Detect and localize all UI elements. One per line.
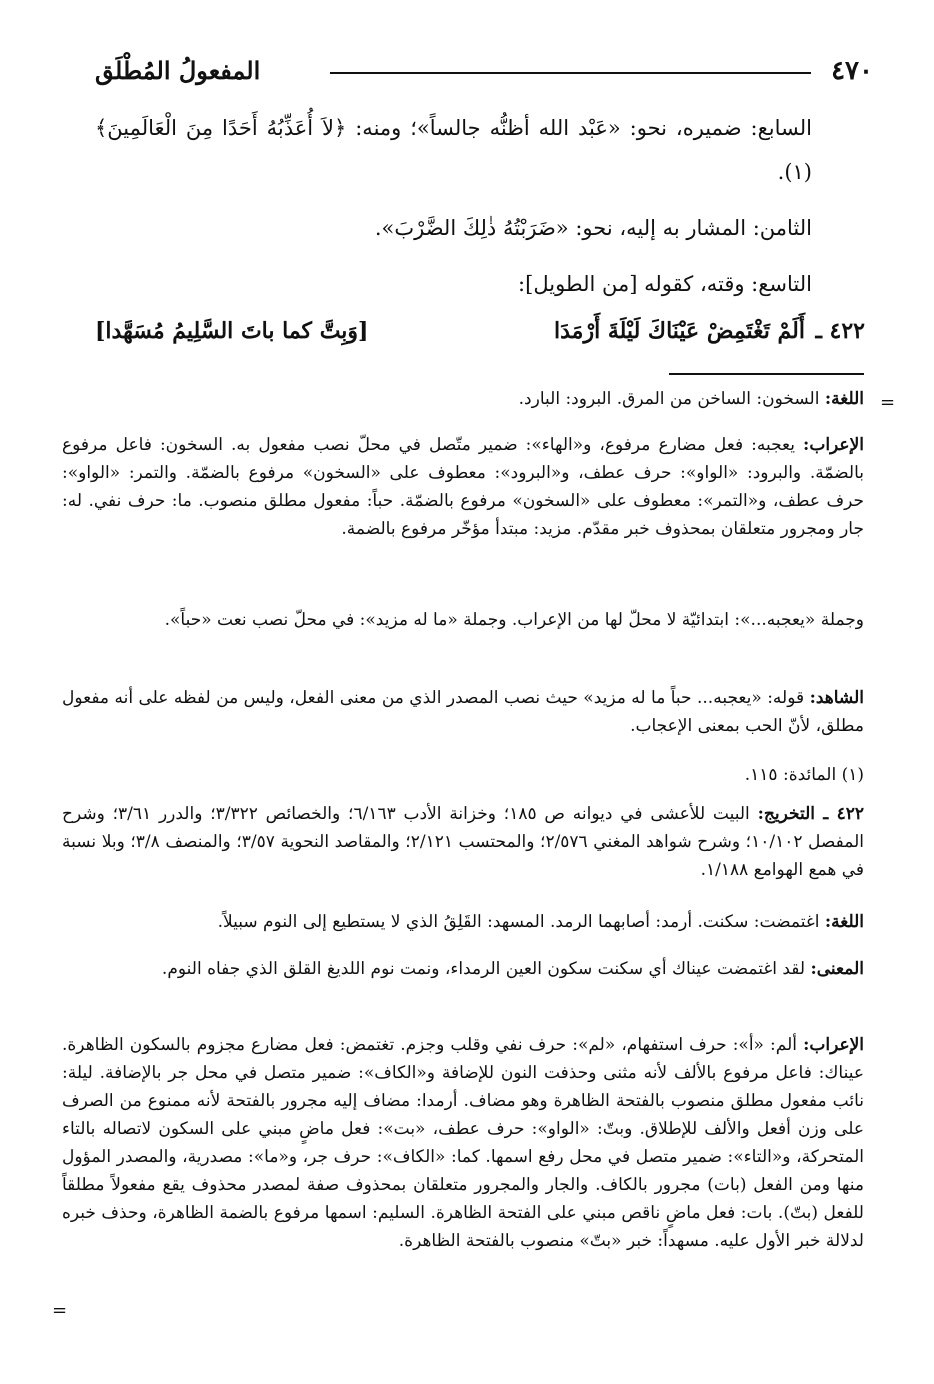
note-text: السخون: الساخن من المرق. البرود: البارد. — [518, 389, 820, 409]
note-evidence — [62, 684, 864, 740]
note-sentences — [62, 606, 864, 634]
note-label: الإعراب: — [803, 1035, 865, 1055]
verse-first-hemistich: أَلَمْ تَغْتَمِضْ عَيْنَاكَ لَيْلَةَ أَرْمَدَا — [554, 318, 805, 344]
note-label: الشاهد: — [809, 688, 865, 708]
verse-number: ٤٢٢ ـ — [815, 318, 865, 344]
note-text: لقد اغتمضت عيناك أي سكنت سكون العين الرمداء، ونمت نوم اللديغ القلق الذي جفاه النوم. — [161, 959, 806, 979]
margin-mark: = — [52, 1300, 68, 1321]
poetry-verse — [95, 318, 865, 364]
note-text: البيت للأعشى في ديوانه ص ١٨٥؛ وخزانة الأدب ٦/١٦٣؛ والخصائص ٣/٣٢٢؛ والدرر ٣/٦١؛ وشرح المفصل ١٠/١٠٢؛ وشرح شواهد المغني ٢/٥٧٦؛ والمحتسب ٢/١٢١؛ والمقاصد النحوية ٣/٥٧؛ والمنصف ٣/٨؛ وبلا نسبة في همع الهوامع ١/١٨٨. — [62, 804, 864, 880]
note-text: (١) المائدة: ١١٥. — [744, 765, 864, 785]
note-label: اللغة: — [824, 912, 864, 932]
note-vocabulary — [62, 908, 864, 936]
note-text: وجملة «يعجبه...»: ابتدائيّة لا محلّ لها من الإعراب. وجملة «ما له مزيد»: في محلّ نصب نعت «حباً». — [164, 610, 864, 630]
note-parsing — [62, 431, 864, 543]
note-label: ٤٢٢ ـ التخريج: — [757, 804, 864, 824]
note-text: ألم: «أ»: حرف استفهام، «لم»: حرف نفي وقلب وجزم. تغتمض: فعل مضارع مجزوم بالسكون الظاهرة. عيناك: فاعل مرفوع بالألف لأنه مثنى وحذفت النون للإضافة و«الكاف»: ضمير متصل في محل جر بالإضافة. ليلة: نائب مفعول مطلق منصوب بالفتحة الظاهرة وهو مضاف. أرمدا: مضاف إليه مجرور بالفتحة لأنه ممنوع من الصرف على وزن أفعل والألف للإطلاق. وبتّ: «الواو»: حرف عطف، «بت»: فعل ماضٍ مبني على السكون لاتصاله بالتاء المتحركة، و«التاء»: ضمير متصل في محل رفع اسمها. كما: «الكاف»: حرف جر، و«ما»: مصدرية، والمصدر المؤول منها ومن الفعل (بات) مجرور بالكاف. والجار والمجرور متعلقان بمحذوف صفة لمصدر محذوف يقع مفعولاً مطلقاً للفعل (بتّ). بات: فعل ماضٍ ناقص مبني على الفتحة الظاهرة. السليم: اسمها مرفوع بالضمة الظاهرة، وحذف خبره لدلالة خبر الأول عليه. مسهداً: خبر «بتّ» منصوب بالفتحة الظاهرة. — [62, 1035, 864, 1251]
paragraph-seventh: السابع: ضميره، نحو: «عَبْد الله أظنُّه جالساً»؛ ومنه: ﴿لاَ أُعَذِّبُهُ أَحَدًا مِنَ الْعَالَمِينَ﴾(١). — [95, 116, 812, 184]
paragraph-ninth: التاسع: وقته، كقوله [من الطويل]: — [518, 272, 812, 296]
note-text: قوله: «يعجبه... حباً ما له مزيد» حيث نصب المصدر الذي من معنى الفعل، وليس من لفظه على أنه مفعول مطلق، لأنّ الحب بمعنى الإعجاب. — [62, 688, 864, 736]
page-header — [95, 52, 873, 86]
footnote-separator — [669, 373, 864, 375]
note-text: يعجبه: فعل مضارع مرفوع، و«الهاء»: ضمير متّصل في محلّ نصب مفعول به. السخون: فاعل مرفوع بالضمّة. والبرود: «الواو»: حرف عطف، و«البرود»: معطوف على «السخون» مرفوع بالضمّة. والتمر: «الواو»: حرف عطف، و«التمر»: معطوف على «السخون» مرفوع بالضمّة. حباً: مفعول مطلق منصوب. ما: حرف نفي. له: جار ومجرور متعلقان بمحذوف خبر مقدّم. مزيد: مبتدأ مؤخّر مرفوع بالضمة. — [62, 435, 864, 539]
running-title: المفعولُ المُطْلَق — [95, 56, 261, 85]
page-number: ٤٧٠ — [831, 56, 873, 86]
note-label: المعنى: — [810, 959, 864, 979]
verse-second-hemistich: [وَبِتَّ كما باتَ السَّلِيمُ مُسَهَّدا] — [95, 318, 369, 344]
note-language — [62, 385, 864, 413]
paragraph-eighth: الثامن: المشار به إليه، نحو: «ضَرَبْتُهُ ذٰلِكَ الضَّرْبَ». — [374, 216, 812, 240]
note-label: الإعراب: — [803, 435, 864, 455]
note-verse-parsing — [62, 1031, 864, 1255]
margin-mark: = — [880, 392, 896, 413]
footnote-reference — [62, 761, 864, 789]
note-sources — [62, 800, 864, 884]
header-rule — [330, 72, 811, 74]
note-text: اغتمضت: سكنت. أرمد: أصابهما الرمد. المسهد: القَلِقُ الذي لا يستطيع إلى النوم سبيلاً. — [217, 912, 820, 932]
note-label: اللغة: — [824, 389, 864, 409]
note-meaning — [62, 955, 864, 983]
